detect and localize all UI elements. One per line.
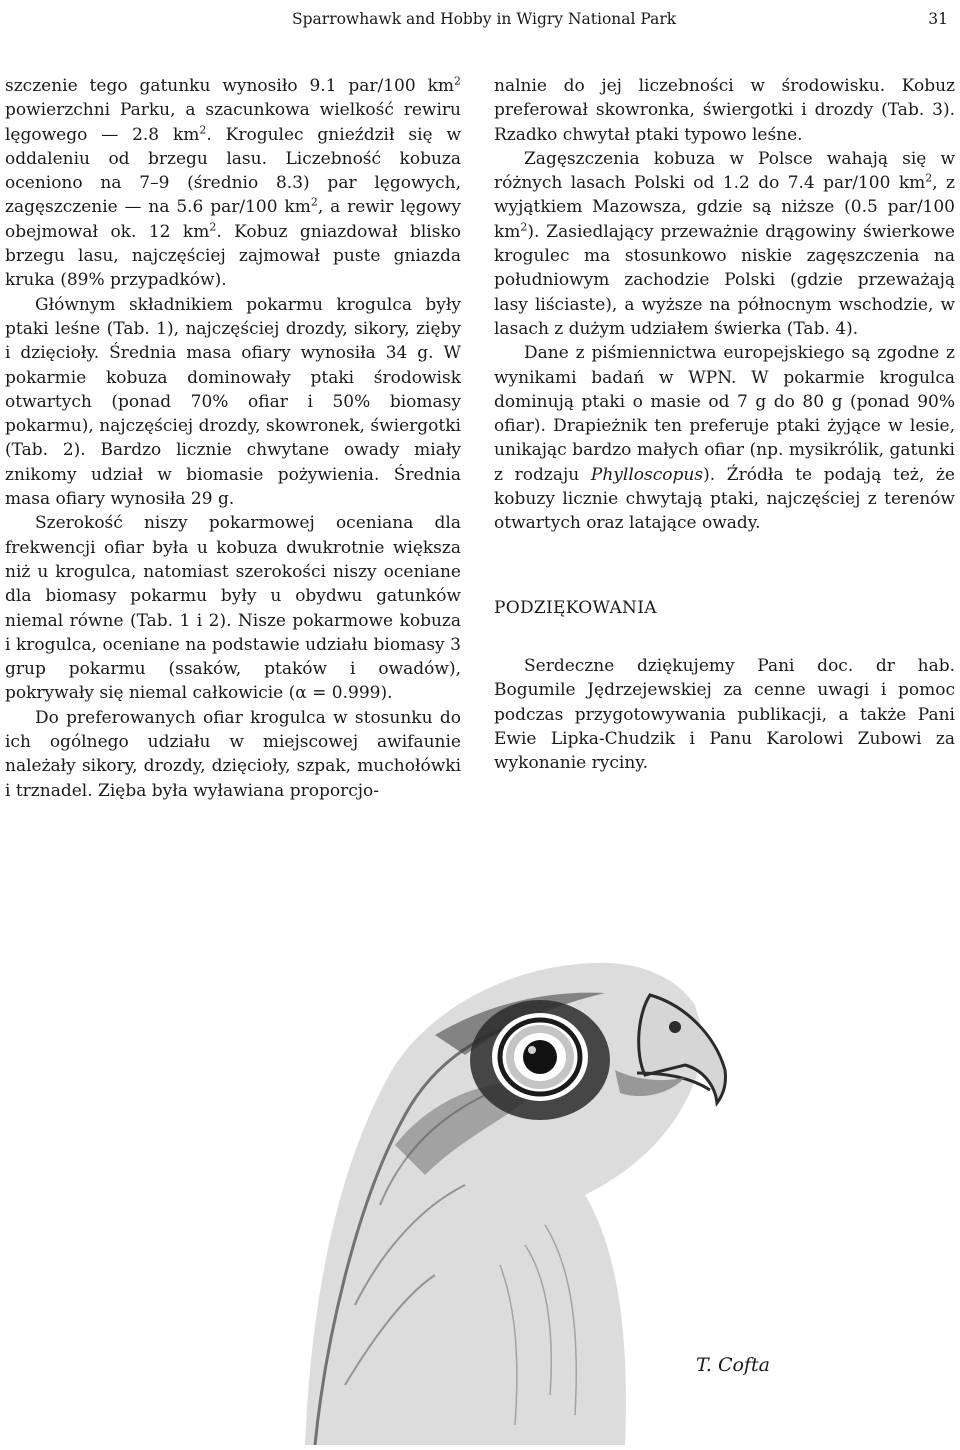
- illustrator-signature: T. Cofta: [696, 1354, 770, 1376]
- right-paragraph-1: nalnie do jej liczebności w środowisku. Kobuz preferował skowronka, świergotki i drozdy (Tab. 3). Rzadko chwytał ptaki typowo leśne.: [494, 76, 955, 145]
- text-run: powierzchni Parku, a szacunkowa wielkość rewiru lęgowego — 2.8 km: [5, 100, 461, 145]
- acknowledgements-paragraph: Serdeczne dziękujemy Pani doc. dr hab. Bogumile Jędrzejewskiej za cenne uwagi i pomoc podczas przygotowywania publikacji, a także Pani Ewie Lipka-Chudzik i Panu Karolowi Zubowi za wykonanie ryciny.: [494, 655, 955, 774]
- text-run: Dane z piśmiennictwa europejskiego są zgodne z wynikami badań w WPN. W pokarmie krogulca dominują ptaki o masie od 7 g do 80 g (ponad 90% ofiar). Drapieżnik ten preferuje ptaki żyjące w lesie, unikając bardzo małych ofiar (np. mysikrólik, gatunki z rodzaju: [494, 343, 955, 485]
- text-run: Zagęszczenia kobuza w Polsce wahają się w różnych lasach Polski od 1.2 do 7.4 par/100 km: [494, 148, 955, 194]
- page-number: 31: [928, 10, 948, 28]
- eye: [470, 1000, 610, 1120]
- left-paragraph-4: Do preferowanych ofiar krogulca w stosunku do ich ogólnego udziału w miejscowej awifaunie należały sikory, drozdy, dzięcioły, szpak, muchołówki i trznadel. Zięba była wyławiana proporcjo-: [5, 707, 461, 801]
- text-run: szczenie tego gatunku wynosiło 9.1 par/100 km: [5, 76, 454, 96]
- left-column: [5, 74, 461, 803]
- right-column: [494, 74, 955, 775]
- text-run: . Krogulec gnieździł się w oddaleniu od brzegu lasu. Liczebność kobuza oceniono na 7–9 (średnio 8.3) par lęgowych, zagęszczenie — na 5.6 par/100 km: [5, 124, 461, 218]
- text-run: . Kobuz gniazdował blisko brzegu lasu, najczęściej zajmował puste gniazda kruka (89% przypadków).: [5, 221, 461, 291]
- text-run: , z wyjątkiem Mazowsza, gdzie są niższe (0.5 par/100 km: [494, 173, 955, 242]
- superscript: 2: [454, 74, 461, 88]
- superscript: 2: [199, 122, 207, 136]
- superscript: 2: [925, 171, 933, 185]
- section-heading-acknowledgements: PODZIĘKOWANIA: [494, 597, 657, 618]
- superscript: 2: [520, 220, 528, 234]
- superscript: 2: [310, 195, 318, 209]
- superscript: 2: [209, 220, 217, 234]
- left-paragraph-2: Głównym składnikiem pokarmu krogulca były ptaki leśne (Tab. 1), najczęściej drozdy, sikory, zięby i dzięcioły. Średnia masa ofiary wynosiła 34 g. W pokarmie kobuza dominowały ptaki środowisk otwartych (ponad 70% ofiar i 50% biomasy pokarmu), najczęściej drozdy, skowronek, świergotki (Tab. 2). Bardzo licznie chwytane owady miały znikomy udział w biomasie pożywienia. Średnia masa ofiary wynosiła 29 g.: [5, 294, 461, 510]
- left-paragraph-1: [5, 74, 461, 293]
- right-paragraph-2: [494, 147, 955, 341]
- running-title: Sparrowhawk and Hobby in Wigry National Park: [292, 10, 677, 28]
- right-paragraph-3: [494, 341, 955, 535]
- text-run: , a rewir lęgowy obejmował ok. 12 km: [5, 197, 461, 242]
- text-run: ). Źródła te podają też, że kobuzy licznie chwytają ptaki, najczęściej z terenów otwartych oraz latające owady.: [494, 464, 955, 534]
- text-run: ). Zasiedlający przeważnie drągowiny świerkowe krogulec ma stosunkowo niskie zagęszczenia na południowym zachodzie Polski (gdzie przeważają lasy liściaste), a wyższe na północnym wschodzie, w lasach z dużym udziałem świerka (Tab. 4).: [494, 221, 955, 339]
- species-genus-italic: Phylloscopus: [590, 464, 704, 485]
- left-paragraph-3: Szerokość niszy pokarmowej oceniana dla frekwencji ofiar była u kobuza dwukrotnie większa niż u krogulca, natomiast szerokości niszy oceniane dla biomasy pokarmu były u obydwu gatunków niemal równe (Tab. 1 i 2). Nisze pokarmowe kobuza i krogulca, oceniane na podstawie udziału biomasy 3 grup pokarmu (ssaków, ptaków i owadów), pokrywały się niemal całkowicie (α = 0.999).: [5, 513, 461, 704]
